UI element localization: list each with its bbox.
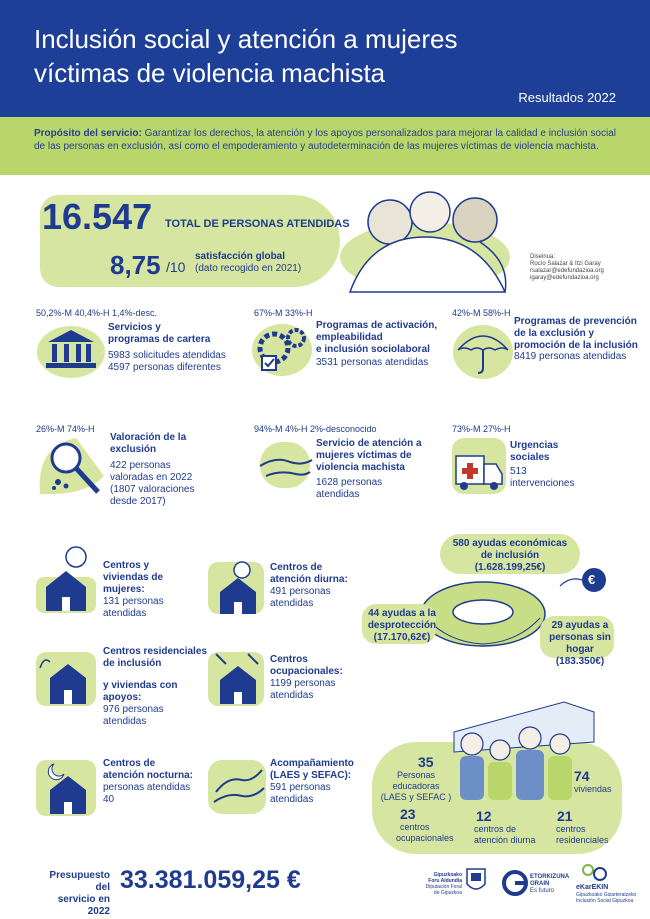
center-4-title: Centros ocupacionales: [270, 654, 343, 677]
sun-house-icon [208, 556, 266, 616]
page-title: Inclusión social y atención a mujeres víctimas de violencia machista [34, 24, 458, 88]
holding-hands-icon [256, 436, 314, 494]
program-2-title: Programas de activación, empleabilidad e inclusión sociolaboral [316, 320, 438, 355]
center-1-stats: 131 personas atendidas [103, 596, 164, 619]
ambulance-icon [450, 436, 508, 496]
staff-educators-label: Personas educadoras (LAES y SEFAC ) [380, 770, 452, 802]
center-5-title: Centros de atención nocturna: [103, 758, 194, 781]
center-3-subtitle: y viviendas con apoyos: [103, 680, 178, 703]
aid-3-text: 29 ayudas a personas sin hogar (183.350€) [549, 620, 611, 667]
program-1-gender-split: 50,2%-M 40,4%-H 1,4%-desc. [36, 308, 158, 318]
program-1-stats: 5983 solicitudes atendidas 4597 personas diferentes [108, 350, 226, 373]
coin-icon [560, 566, 608, 596]
program-5-stats: 1628 personas atendidas [316, 477, 383, 500]
program-3-title: Programas de prevención de la exclusión y promoción de la inclusión [514, 316, 638, 351]
program-4-gender-split: 26%-M 74%-H [36, 424, 95, 434]
center-4-stats: 1199 personas atendidas [270, 678, 336, 701]
program-6-stats: 513 intervenciones [510, 466, 575, 489]
center-6-stats: 591 personas atendidas [270, 782, 331, 805]
housing-label: viviendas [574, 784, 612, 794]
center-3-stats: 976 personas atendidas [103, 704, 164, 727]
program-2-gender-split: 67%-M 33%-H [254, 308, 313, 318]
satisfaction-label: satisfacción global [195, 251, 286, 262]
center-6-title: Acompañamiento (LAES y SEFAC): [270, 758, 354, 781]
satisfaction-value: 8,75 [110, 250, 161, 280]
day-centers-label: centros de atención diurna [474, 824, 536, 845]
hug-illustration [330, 182, 530, 294]
temple-icon [36, 320, 106, 378]
umbrella-icon [452, 320, 514, 380]
purpose-banner [0, 117, 650, 175]
program-3-gender-split: 42%-M 58%-H [452, 308, 511, 318]
center-2-title: Centros de atención diurna: [270, 562, 348, 585]
day-centers-value: 12 [476, 808, 492, 824]
program-6-title: Urgencias sociales [510, 440, 559, 463]
purpose-text: Garantizar los derechos, la atención y los apoyos personalizados para mejorar la calidad e inclusión social de las personas en exclusión, así como el empoderamiento y autodeterminación de las mujeres víctimas de violencia machista. [34, 128, 616, 152]
program-4-title: Valoración de la exclusión [110, 432, 187, 455]
program-1-title: Servicios y programas de cartera [108, 322, 211, 345]
etorkizuna-logo-text: ETORKIZUNA ORAIN Es futuro [530, 874, 570, 894]
aid-2-text: 44 ayudas a la desprotección (17.170,62€) [367, 608, 437, 643]
women-house-icon [36, 545, 98, 615]
ekarekin-logo-text: eKarEKIN Gipuzkoako Gizarteratzeko Inclusión Social Gipuzkoa [576, 884, 637, 904]
total-people-value: 16.547 [42, 196, 153, 237]
gipuzkoa-logo-text: Gipuzkoako Foru Aldundia Diputación Foral de Gipuzkoa [425, 872, 462, 896]
magnifier-icon [36, 436, 104, 496]
center-5-stats: personas atendidas 40 [103, 782, 191, 805]
budget-label: Presupuesto del servicio en 2022 [49, 870, 110, 917]
satisfaction-note: (dato recogido en 2021) [195, 263, 302, 274]
program-5-title: Servicio de atención a mujeres víctimas de violencia machista [316, 438, 422, 473]
etorkizuna-logo-icon [502, 870, 528, 896]
center-3-title: Centros residenciales de inclusión [103, 646, 207, 669]
budget-value: 33.381.059,25 € [120, 866, 301, 894]
hands-accompaniment-icon [208, 752, 268, 816]
design-credits: Diseinua: Rocío Salazar & Itzi Garay rsalazar@edefundazioa.org igaray@edefundazioa.org [530, 254, 604, 281]
total-people-label: TOTAL DE PERSONAS ATENDIDAS [165, 218, 350, 230]
program-6-gender-split: 73%-M 27%-H [452, 424, 511, 434]
purpose-label: Propósito del servicio: [34, 128, 142, 139]
housing-value: 74 [574, 768, 590, 784]
tools-house-icon [208, 648, 266, 708]
residential-centers-label: centros residenciales [556, 824, 609, 845]
night-house-icon [36, 756, 98, 818]
residential-centers-value: 21 [557, 808, 573, 824]
program-2-stats: 3531 personas atendidas [316, 357, 429, 368]
gears-icon [252, 320, 312, 376]
center-2-stats: 491 personas atendidas [270, 586, 331, 609]
residential-house-icon [36, 648, 98, 708]
occupational-centers-value: 23 [400, 806, 416, 822]
center-1-title: Centros y viviendas de mujeres: [103, 560, 164, 595]
staff-educators-value: 35 [418, 754, 434, 770]
gipuzkoa-shield-icon [466, 868, 486, 894]
ekarekin-logo-icon [580, 862, 614, 882]
program-3-stats: 8419 personas atendidas [514, 351, 627, 362]
coin-symbol: € [588, 572, 596, 587]
header-banner [0, 0, 650, 117]
satisfaction-scale: /10 [166, 259, 186, 275]
page-subtitle: Resultados 2022 [518, 90, 616, 105]
program-5-gender-split: 94%-M 4%-H 2%-desconocido [254, 424, 377, 434]
occupational-centers-label: centros ocupacionales [396, 822, 454, 843]
aid-1-text: 580 ayudas económicas de inclusión (1.628.199,25€) [452, 538, 568, 573]
program-4-stats: 422 personas valoradas en 2022 (1807 valoraciones desde 2017) [110, 460, 195, 507]
